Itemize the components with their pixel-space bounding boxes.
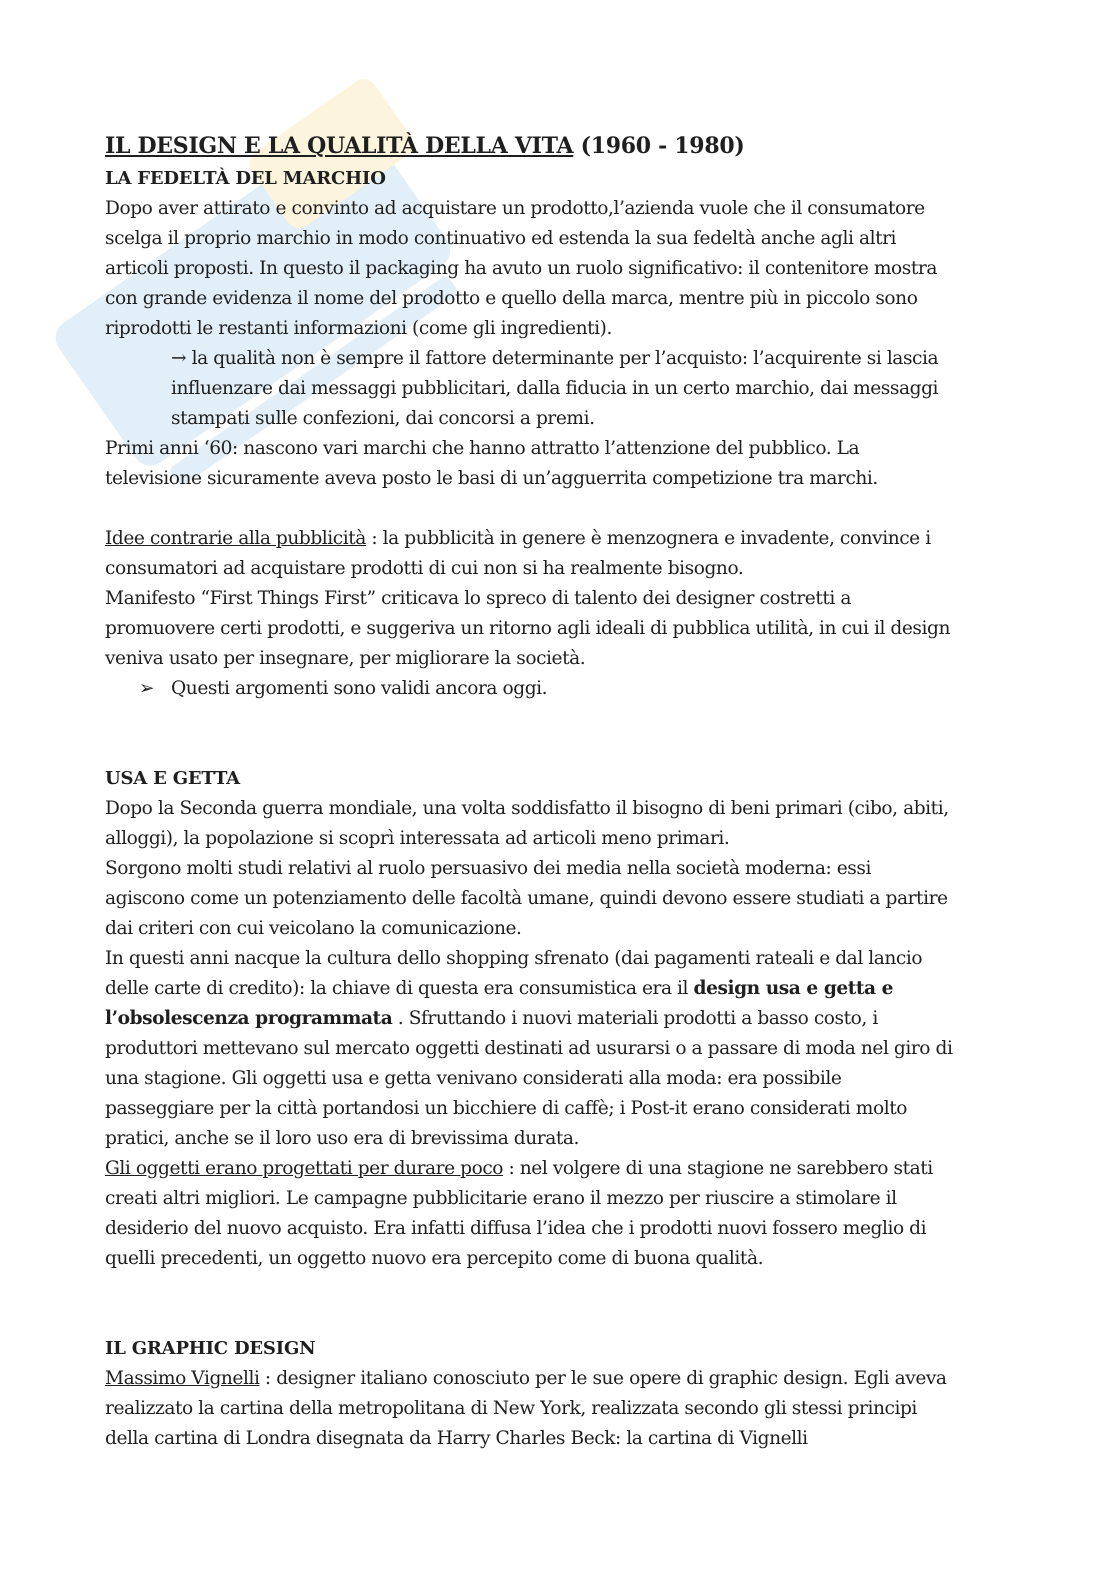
title-main: IL DESIGN E LA QUALITÀ DELLA VITA [105, 133, 574, 159]
section-heading-fedelta: LA FEDELTÀ DEL MARCHIO [105, 168, 386, 189]
paragraph: Primi anni ‘60: nascono vari marchi che hanno attratto l’attenzione del pubblico. La televisione sicuramente aveva posto le basi di un’agguerrita competizione tra marchi. [105, 438, 878, 489]
arrow-icon: → [171, 348, 187, 369]
paragraph: In questi anni nacque la cultura dello shopping sfrenato (dai pagamenti rateali e dal lancio delle carte di credito): la chiave di questa era consumistica era il design usa e getta e l’obsolescenza programmata . Sfruttando i nuovi materiali prodotti a basso costo, i produttori mettevano sul mercato oggetti destinati ad usurarsi o a passare di moda nel giro di una stagione. Gli oggetti usa e getta venivano considerati alla moda: era possibile passeggiare per la città portandosi un bicchiere di caffè; i Post-it erano considerati molto pratici, anche se il loro uso era di brevissima durata. [105, 948, 953, 1149]
bold-term: design usa e getta e l’obsolescenza programmata [105, 978, 894, 1029]
arrowhead-bullet-icon: ➢ [139, 678, 155, 699]
paragraph: Gli oggetti erano progettati per durare poco : nel volgere di una stagione ne sarebbero stati creati altri migliori. Le campagne pubblicitarie erano il mezzo per riuscire a stimolare il desiderio del nuovo acquisto. Era infatti diffusa l’idea che i prodotti nuovi fossero meglio di quelli precedenti, un oggetto nuovo era percepito come di buona qualità. [105, 1158, 933, 1269]
paragraph: Idee contrarie alla pubblicità : la pubblicità in genere è menzognera e invadente, convince i consumatori ad acquistare prodotti di cui non si ha realmente bisogno. [105, 528, 931, 579]
paragraph: Manifesto “First Things First” criticava lo spreco di talento dei designer costretti a promuovere certi prodotti, e suggeriva un ritorno agli ideali di pubblica utilità, in cui il design veniva usato per insegnare, per migliorare la società. [105, 588, 950, 669]
underlined-term: Gli oggetti erano progettati per durare poco [105, 1158, 504, 1179]
underlined-term: Idee contrarie alla pubblicità [105, 528, 366, 549]
bullet-item: ➢ Questi argomenti sono validi ancora oggi. [105, 674, 955, 704]
underlined-term: Massimo Vignelli [105, 1368, 260, 1389]
arrow-paragraph: → la qualità non è sempre il fattore determinante per l’acquisto: l’acquirente si lascia influenzare dai messaggi pubblicitari, dalla fiducia in un certo marchio, dai messaggi stampati sulle confezioni, dai concorsi a premi. [171, 348, 939, 429]
paragraph: Dopo aver attirato e convinto ad acquistare un prodotto,l’azienda vuole che il consumatore scelga il proprio marchio in modo continuativo ed estenda la sua fedeltà anche agli altri articoli proposti. In questo il packaging ha avuto un ruolo significativo: il contenitore mostra con grande evidenza il nome del prodotto e quello della marca, mentre più in piccolo sono riprodotti le restanti informazioni (come gli ingredienti). [105, 198, 937, 339]
section-heading-usa-e-getta: USA E GETTA [105, 768, 240, 789]
paragraph: Dopo la Seconda guerra mondiale, una volta soddisfatto il bisogno di beni primari (cibo, abiti, alloggi), la popolazione si scoprì interessata ad articoli meno primari. [105, 798, 949, 849]
document-title [105, 128, 955, 164]
title-years: (1960 - 1980) [580, 133, 745, 159]
paragraph: Massimo Vignelli : designer italiano conosciuto per le sue opere di graphic design. Egli aveva realizzato la cartina della metropolitana di New York, realizzata secondo gli stessi principi della cartina di Londra disegnata da Harry Charles Beck: la cartina di Vignelli [105, 1368, 947, 1449]
section-heading-graphic-design: IL GRAPHIC DESIGN [105, 1338, 316, 1359]
paragraph: Sorgono molti studi relativi al ruolo persuasivo dei media nella società moderna: essi agiscono come un potenziamento delle facoltà umane, quindi devono essere studiati a partire dai criteri con cui veicolano la comunicazione. [105, 858, 948, 939]
document-page [105, 128, 955, 1454]
